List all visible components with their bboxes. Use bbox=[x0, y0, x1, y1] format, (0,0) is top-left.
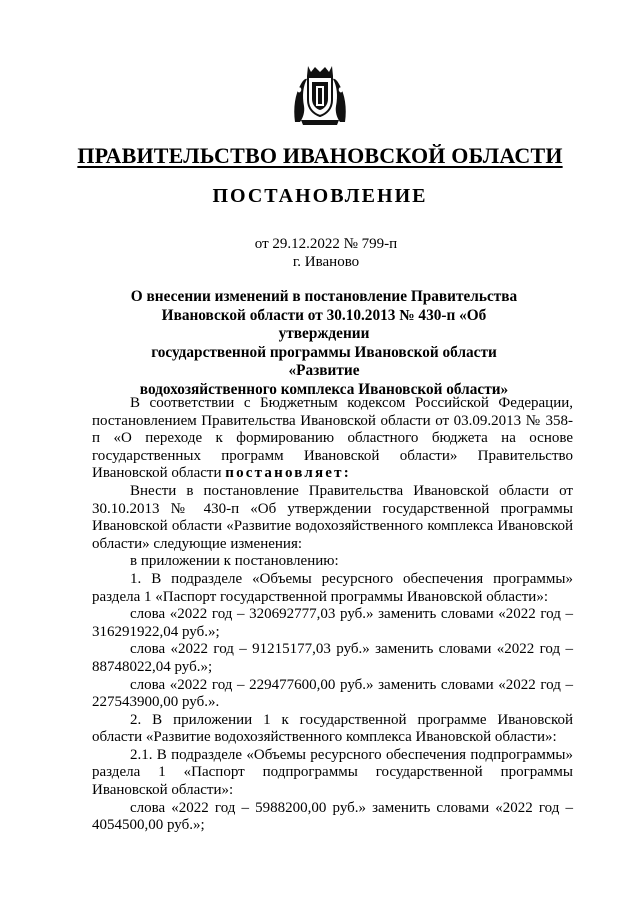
government-title: ПРАВИТЕЛЬСТВО ИВАНОВСКОЙ ОБЛАСТИ bbox=[77, 143, 563, 168]
decree-verb: постановляет: bbox=[225, 465, 351, 482]
paragraph: в приложении к постановлению: bbox=[130, 553, 339, 570]
paragraph: 2.1. В подразделе «Объемы ресурсного обеспечения подпрограммы» раздела 1 «Паспорт подпрограммы государственной программы Ивановской области»: bbox=[92, 746, 573, 799]
paragraph: слова «2022 год – 229477600,00 руб.» заменить словами «2022 год – 227543900,00 руб.». bbox=[92, 676, 573, 711]
subject-line: государственной программы Ивановской области «Развитие bbox=[151, 343, 497, 379]
paragraph: слова «2022 год – 91215177,03 руб.» заменить словами «2022 год – 88748022,04 руб.»; bbox=[92, 641, 573, 675]
subject-line: водохозяйственного комплекса Ивановской области» bbox=[139, 380, 509, 398]
paragraph: Внести в постановление Правительства Ивановской области от 30.10.2013 № 430-п «Об утверждении государственной программы Ивановской области «Развитие водохозяйственного комплекса Ивановской области» следующие изменения: bbox=[92, 482, 573, 552]
decree-subject bbox=[120, 288, 528, 399]
subject-line: Ивановской области от 30.10.2013 № 430-п «Об утверждении bbox=[161, 306, 487, 342]
decree-date-number: от 29.12.2022 № 799-п bbox=[254, 236, 398, 252]
paragraph bbox=[92, 395, 573, 483]
paragraph: 1. В подразделе «Объемы ресурсного обеспечения программы» раздела 1 «Паспорт государственной программы Ивановской области»: bbox=[92, 570, 573, 605]
subject-line: О внесении изменений в постановление Правительства bbox=[130, 288, 518, 305]
document-type: ПОСТАНОВЛЕНИЕ bbox=[212, 185, 428, 207]
paragraph-text: В соответствии с Бюджетным кодексом Российской Федерации, постановлением Правительства Ивановской области от 03.09.2013 № 358-п «О переходе к формированию областного бюджета на основе государственных программ Ивановской области» Правительство Ивановской области bbox=[92, 395, 573, 482]
decree-body bbox=[92, 395, 573, 835]
paragraph: слова «2022 год – 5988200,00 руб.» заменить словами «2022 год – 4054500,00 руб.»; bbox=[92, 799, 573, 834]
paragraph: слова «2022 год – 320692777,03 руб.» заменить словами «2022 год – 316291922,04 руб.»; bbox=[92, 606, 573, 640]
city: г. Иваново bbox=[292, 254, 360, 270]
paragraph: 2. В приложении 1 к государственной программе Ивановской области «Развитие водохозяйственного комплекса Ивановской области»: bbox=[92, 711, 573, 746]
ivanovo-coat-of-arms-icon bbox=[291, 64, 349, 126]
